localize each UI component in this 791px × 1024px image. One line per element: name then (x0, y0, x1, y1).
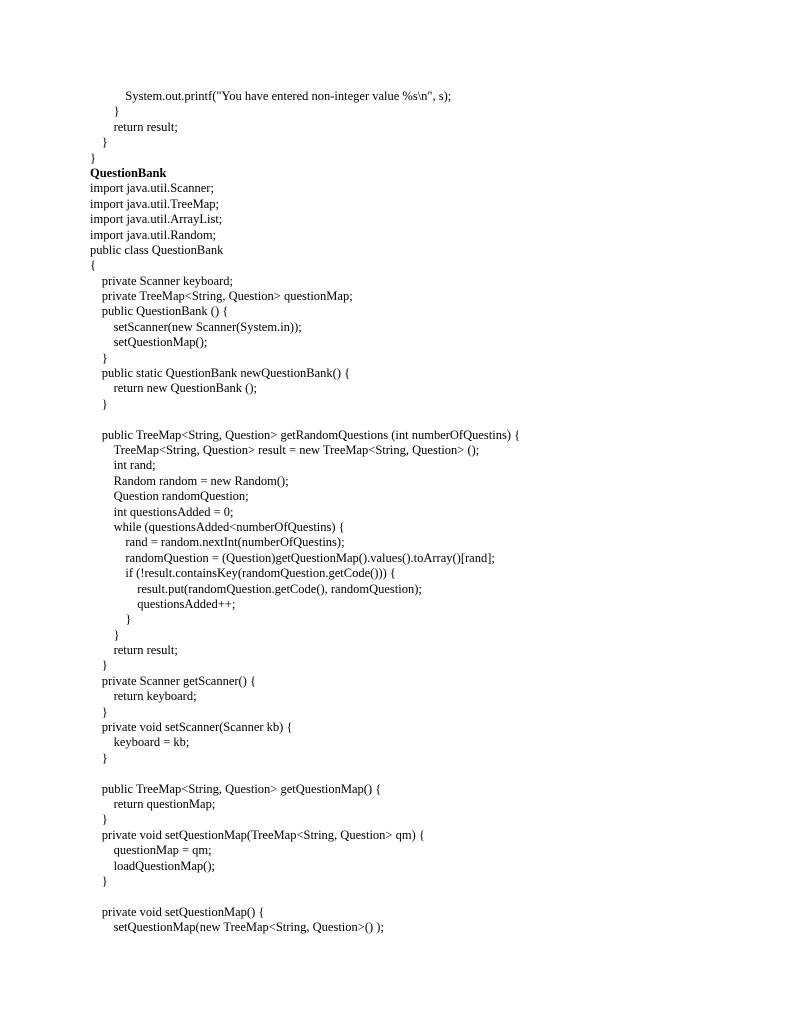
code-line: return new QuestionBank (); (113, 381, 257, 396)
code-line: rand = random.nextInt(numberOfQuestins); (125, 535, 345, 550)
code-line: private void setQuestionMap() { (101, 904, 265, 919)
code-line: return result; (113, 119, 178, 134)
code-line: import java.util.Random; (90, 227, 217, 242)
code-line: System.out.printf("You have entered non-integer value %s\n", s); (125, 89, 452, 103)
code-line: return questionMap; (113, 796, 216, 811)
code-line: public static QuestionBank newQuestionBank() { (101, 366, 351, 381)
code-line: public TreeMap<String, Question> getQuestionMap() { (101, 781, 382, 796)
code-line: public TreeMap<String, Question> getRandomQuestions (int numberOfQuestins) { (101, 427, 521, 442)
code-line: } (101, 750, 108, 765)
code-line: } (101, 873, 108, 888)
code-line: questionMap = qm; (113, 843, 212, 858)
code-line: result.put(randomQuestion.getCode(), randomQuestion); (137, 581, 422, 596)
code-line: } (125, 612, 132, 627)
code-line: import java.util.TreeMap; (90, 196, 220, 211)
code-line: private TreeMap<String, Question> questionMap; (101, 289, 353, 304)
code-line: randomQuestion = (Question)getQuestionMap().values().toArray()[rand]; (125, 550, 495, 565)
code-line: } (101, 812, 108, 827)
code-line (90, 889, 750, 904)
code-line: return keyboard; (113, 689, 197, 704)
code-line: return result; (113, 643, 178, 658)
code-line: setQuestionMap(); (113, 335, 208, 350)
code-line: } (101, 350, 108, 365)
code-line: int questionsAdded = 0; (113, 504, 234, 519)
code-line: setQuestionMap(new TreeMap<String, Question>() ); (113, 920, 384, 935)
code-line: TreeMap<String, Question> result = new TreeMap<String, Question> (); (113, 442, 480, 457)
code-line: } (101, 135, 108, 150)
code-line: questionsAdded++; (137, 596, 236, 611)
code-line: public QuestionBank () { (101, 304, 229, 319)
code-line: private void setScanner(Scanner kb) { (101, 720, 293, 735)
code-line: } (113, 104, 120, 119)
code-line: private Scanner keyboard; (101, 273, 233, 288)
code-line: while (questionsAdded<numberOfQuestins) { (113, 519, 345, 534)
code-line (90, 412, 750, 427)
code-line: import java.util.ArrayList; (90, 212, 223, 227)
code-line: Random random = new Random(); (113, 473, 289, 488)
code-line: if (!result.containsKey(randomQuestion.getCode())) { (125, 566, 396, 581)
code-line: } (101, 658, 108, 673)
code-line: public class QuestionBank (90, 242, 224, 257)
code-listing (90, 89, 750, 935)
code-line: } (101, 396, 108, 411)
code-line: import java.util.Scanner; (90, 181, 214, 196)
code-line: } (101, 704, 108, 719)
code-line: Question randomQuestion; (113, 489, 249, 504)
code-line: { (90, 258, 96, 273)
code-line: } (90, 150, 96, 165)
code-line: keyboard = kb; (113, 735, 190, 750)
code-line (90, 766, 750, 781)
code-line: loadQuestionMap(); (113, 858, 215, 873)
code-line: int rand; (113, 458, 156, 473)
code-line: private Scanner getScanner() { (101, 673, 256, 688)
code-line: setScanner(new Scanner(System.in)); (113, 319, 302, 334)
code-line: private void setQuestionMap(TreeMap<String, Question> qm) { (101, 827, 425, 842)
section-heading: QuestionBank (90, 165, 167, 180)
code-line: } (113, 627, 120, 642)
